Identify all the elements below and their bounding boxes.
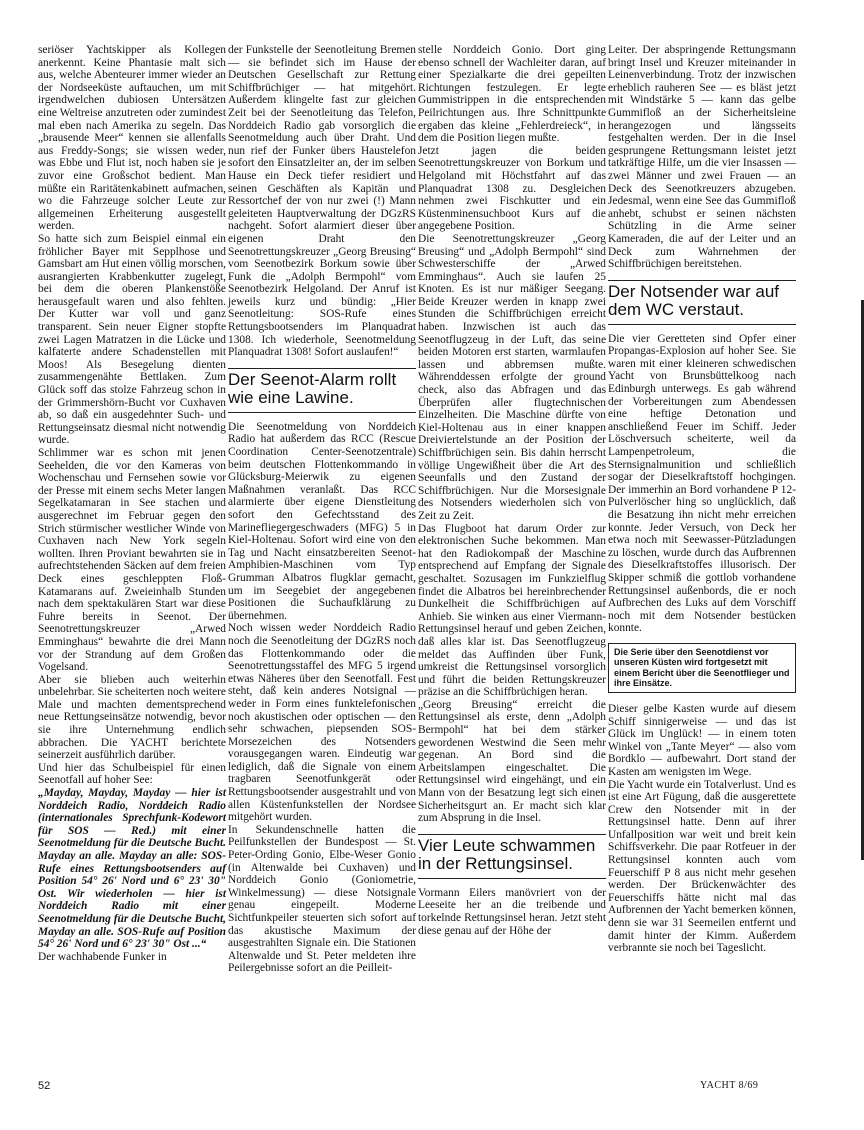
paragraph: So hatte sich zum Beispiel einmal ein fröhlicher Bayer mit Sepplhose und Gamsbart am Hut einen völlig morschen, ausrangierten Krabbenkutter zugelegt, bei dem die oberen Plankenstöße herausgefault waren und also fehlten. Der Kutter war voll und ganz transparent. Sein neuer Eigner stopfte zwei Lagen Matratzen in die Lücke und kalfaterte andere Schadenstellen mit Moos! Als Besegelung dienten zusammengenähte Bettlaken. Zum Glück soff das stolze Fahrzeug schon in der Grimmershörn-Bucht vor Cuxhaven ab, so daß ein ausgedehnter Such- und Rettungseinsatz diesmal nicht notwendig wurde. [38,232,226,447]
paragraph: Schlimmer war es schon mit jenen Seehelden, die vor den Kameras von Wochenschau und Fernsehen sowie vor der Presse mit einem sechs Meter langen Segelkatamaran in See stachen und ausgerechnet im Februar gegen den Strich stürmischer westlicher Winde von Cuxhaven nach New York segeln wollten. Ihren Proviant bewahrten sie in aufrechtstehenden Säcken auf dem freien Deck eines geschleppten Floß-Katamarans auf. Zweieinhalb Stunden nach dem spektakulären Start war diese Fuhre bereits in Seenot. Der Seenotrettungskreuzer „Arwed Emminghaus“ bewahrte die drei Mann vor der Strandung auf dem Großen Vogelsand. [38,447,226,674]
page-number: 52 [38,1080,51,1092]
section-headline: Vier Leute schwammen in der Rettungsinsel. [418,834,606,879]
paragraph: Der wachhabende Funker in [38,950,167,963]
paragraph: Dieser gelbe Kasten wurde auf diesem Schiff sinnigerweise — und das ist Glück im Unglück! — in einem toten Winkel von „Tante Meyer“ — also vom Bordklo — aufbewahrt. Dort stand der Kasten am wenigsten im Wege. [608,702,796,778]
paragraph: Leiter. Der abspringende Rettungsmann bringt Insel und Kreuzer miteinander in Leinenverbindung. Trotz der inzwischen erheblich rauheren See — es bläst jetzt mit Windstärke 5 — kann das gelbe Gummifloß an der Sicherheitsleine herangezogen und längsseits festgehalten werden. Der in die Insel gesprungene Rettungsmann leistet jetzt tatkräftige Hilfe, um die vier Insassen — zwei Männer und zwei Frauen — an Deck des Seenotkreuzers abzugeben. Jedesmal, wenn eine See das Gummifloß anhebt, schubst er seinen nächsten Schützling in die Arme seiner Kameraden, die auf der Leiter und an Deck zum Wahrnehmen der Schiffbrüchigen bereitstehen. [608,44,796,271]
section-headline: Der Notsender war auf dem WC verstaut. [608,280,796,325]
paragraph: seriöser Yachtskipper als Kollegen anerkennt. Keine Phantasie malt sich aus, welche Abenteurer immer wieder an der Nordseeküste auftauchen, um mit irgendwelchen dubiosen Untersätzen eine Weltreise anzutreten oder zumindest mal eben nach Amerika zu segeln. Das „brausende Meer“ kennen sie allenfalls aus Freddy-Songs; sie wissen weder, was Ebbe und Flut ist, noch haben sie je zuvor eine Großschot bedient. Man müßte ein Raritätenkabinett aufmachen, wo die Fahrzeuge solcher Leute zur allgemeinen Erheiterung ausgestellt werden. [38,44,226,233]
paragraph: Die Seenotrettungskreuzer „Georg Breusing“ und „Adolph Bermpohl“ sind Schwesterschiffe der „Arwed Emminghaus“. Auch sie laufen 25 Knoten. Es ist nur mäßiger Seegang. Beide Kreuzer werden in knapp zwei Stunden die Schiffbrüchigen erreicht haben. Inzwischen ist auch das Seenotflugzeug in der Luft, das seine beiden Motoren erst starten, warmlaufen lassen und abbremsen mußte. Währenddessen erfolgte der ground check, also das Abfragen und das Überprüfen aller flugtechnischen Einzelheiten. Die Maschine dürfte von Kiel-Holtenau aus in einer knappen Dreiviertelstunde an der Position der Schiffbrüchigen sein. Bis dahin herrscht völlige Ungewißheit über die Art des Seeunfalls und den Zustand der Schiffbrüchigen. Nur die Morsesignale des Notsenders wiederholen sich von Zeit zu Zeit. [418,232,606,522]
series-note-box: Die Serie über den Seenotdienst vor unseren Küsten wird fortgesetzt mit einem Bericht über die Seenotflieger und ihre Einsätze. [608,643,796,693]
magazine-issue: YACHT 8/69 [700,1080,759,1091]
paragraph: Aber sie blieben auch weiterhin unbelehrbar. Sie scheiterten noch weitere Male und machten dementsprechend neue Rettungseinsätze notwendig, bevor sie ihre Unternehmung endlich abbrachen. Die YACHT berichtete seinerzeit ausführlich darüber. [38,673,226,762]
paragraph: In Sekundenschnelle hatten die Peilfunkstellen der Bundespost — St. Peter-Ording Gonio, Elbe-Weser Gonio (in Altenwalde bei Cuxhaven) und Norddeich Gonio (Goniometrie, Winkelmessung) — diese Notsignale genau eingepeilt. Moderne Sichtfunkpeiler steuerten sich sofort auf das akustische Maximum der ausgestrahlten Signale ein. Die Stationen Altenwalde und St. Peter meldeten ihre Peilergebnisse sofort an die Peilleit- [228,823,416,975]
section-headline: Der Seenot-Alarm rollt wie eine Lawine. [228,368,416,413]
paragraph: Vormann Eilers manövriert von der Leeseite her an die treibende und torkelnde Rettungsinsel heran. Jetzt steht diese genau auf der Höhe der [418,886,606,937]
paragraph: Die Seenotmeldung von Norddeich Radio hat außerdem das RCC (Rescue Coordination Center-Seenotzentrale) beim deutschen Flottenkommando in Glücksburg-Meierwik zu eigenen Maßnahmen veranlaßt. Das RCC alarmierte über eigene Dienstleitung sofort den Gefechtsstand des Marinefliegergeschwaders (MFG) 5 in Kiel-Holtenau. Sofort wird eine von den Tag und Nacht einsatzbereiten Seenot-Amphibien-Maschinen vom Typ Grumman Albatros flugklar gemacht, um im Seegebiet der angegebenen Positionen die Suchaufklärung zu übernehmen. [228,420,416,622]
paragraph: „Georg Breusing“ erreicht die Rettungsinsel als erste, denn „Adolph Bermpohl“ hat bei dem stärker gewordenen Westwind die Seen mehr gegenan. An Bord sind die Arbeitslampen eingeschaltet. Die Rettungsinsel wird eingehängt, und ein Mann von der Besatzung legt sich einen Sicherheitsgurt an. Er macht sich klar zum Absprung in die Insel. [418,698,606,825]
column-1 [38,44,226,963]
paragraph: der Funkstelle der Seenotleitung Bremen — sie befindet sich im Hause der Deutschen Gesellschaft zur Rettung Schiffbrüchiger — hat mitgehört. Außerdem klingelte fast zur gleichen Zeit bei der Seenotleitung das Telefon, Norddeich Radio gab vorsorglich die Seenotmeldung auch über Draht. Und nun rief der Funker übers Haustelefon sofort den Einsatzleiter an, der im selben Hause ein Deck tiefer residiert und seinen Geschäften als Kapitän und Ressortchef der von nur zwei (!) Mann geleiteten Hauptverwaltung der DGzRS nachgeht. Sofort alarmiert dieser über eigenen Draht den Seenotrettungskreuzer „Georg Breusing“ vom Seenotbezirk Borkum sowie über Funk die „Adolph Bermpohl“ vom Seenotbezirk Helgoland. Der Anruf ist jeweils kurz und bündig: „Hier Seenotleitung: SOS-Rufe eines Rettungsbootsenders im Planquadrat 1308. Ich wiederhole, Seenotmeldung Planquadrat 1308! Sofort auslaufen!“ [228,44,416,359]
paragraph: Noch wissen weder Norddeich Radio noch die Seenotleitung der DGzRS noch das Flottenkommando oder die Seenotrettungsstaffel des MFG 5 irgend etwas Näheres über den Seenotfall. Fest steht, daß kein anderes Notsignal — weder in Form eines funktelefonischen noch akustischen oder optischen — den sehr schwachen, piepsenden SOS-Morsezeichen des Notsenders vorausgegangen waren. Eindeutig war lediglich, daß die Signale von einem tragbaren Seenotfunkgerät oder Rettungsbootsender ausgestrahlt und von allen Küstenfunkstellen der Nordsee mitgehört wurden. [228,622,416,824]
mayday-quote: „Mayday, Mayday, Mayday — hier ist Norddeich Radio, Norddeich Radio (internationales Sprechfunk-Kodewort für SOS — Red.) mit einer Seenotmeldung für die Deutsche Bucht. Mayday an alle. Mayday an alle: SOS-Rufe eines Rettungsbootsenders auf Position 54° 26' Nord und 6° 23' 30" Ost. Wir wiederholen — hier ist Norddeich Radio mit einer Seenotmeldung für die Deutsche Bucht, Mayday an alle. SOS-Rufe auf Position 54° 26' Nord und 6° 23' 30" Ost ...“ [38,787,226,951]
column-2 [228,44,416,975]
paragraph: Das Flugboot hat darum Order zur elektronischen Suche bekommen. Man hat den Radiokompaß der Maschine entsprechend auf Empfang der Signale geschaltet. Sozusagen im Funkzielflug findet die Albatros bei hereinbrechender Dunkelheit die Schiffbrüchigen auf Anhieb. Sie winken aus einer Viermann-Rettungsinsel herauf und geben Zeichen, daß alles klar ist. Das Seenotflugzeug meldet das Auffinden über Funk, umkreist die Rettungsinsel vorsorglich und führt die beiden Rettungskreuzer präzise an die Schiffbrüchigen heran. [418,522,606,699]
column-4 [608,44,796,955]
paragraph: Jetzt jagen die beiden Seenotrettungskreuzer von Borkum und Helgoland mit Höchstfahrt auf das Planquadrat 1308 zu. Desgleichen nehmen zwei Fischkutter und ein Küstenminensuchboot Kurs auf die angegebene Position. [418,144,606,233]
paragraph: Die vier Geretteten sind Opfer einer Propangas-Explosion auf hoher See. Sie waren mit einer kleineren schwedischen Yacht von Brunsbüttelkoog nach Edinburgh unterwegs. Es gab während der Vorbereitungen zum Abendessen eine heftige Detonation und anschließend Feuer im Schiff. Jeder Löschversuch scheiterte, weil da Lampenpetroleum, die Sternsignalmunition und schließlich sogar der Dieselkraftstoff hochgingen. Der immerhin an Bord vorhandene P 12-Pulverlöscher hing so unglücklich, daß die Besatzung ihn nicht mehr erreichen konnte. Jeder Versuch, von Deck her etwa noch mit Seewasser-Pützladungen zu löschen, wurde durch das Aufbrennen des Dieselkraftstoffes illusorisch. Der Skipper schmiß die gottlob vorhandene Rettungsinsel außenbords, die er noch Aufbrechen des Luks auf dem Vorschiff noch mit dem Notsender bestücken konnte. [608,332,796,635]
paragraph: Und hier das Schulbeispiel für einen Seenotfall auf hoher See: [38,761,226,787]
paragraph: Die Yacht wurde ein Totalverlust. Und es ist eine Art Fügung, daß die ausgerettete Crew den Notsender mit in der Rettungsinsel hatte. Denn auf ihrer Unfallposition war weit und breit kein Schiffsverkehr. Die paar Rotfeuer in der Rettungsinsel konnten auch vom Feuerschiff P 8 aus nicht mehr gesehen werden. Der Brückenwächter des Feuerschiffs hätte nicht mal das Aufbrennen der Yacht bemerken können, denn sie war 31 Seemeilen entfernt und damit hinter der Kimm. Außerdem verbrannte sie noch bei Tageslicht. [608,778,796,955]
column-3 [418,44,606,937]
paragraph: stelle Norddeich Gonio. Dort ging ebenso schnell der Wachleiter daran, auf einer Spezialkarte die drei gepeilten Richtungen festzulegen. Er legte Gummistrippen in die entsprechenden Peilrichtungen aus. Ihre Schnittpunkte ergaben das kleine „Fehlerdreieck“, in dem die Position liegen mußte. [418,44,606,145]
